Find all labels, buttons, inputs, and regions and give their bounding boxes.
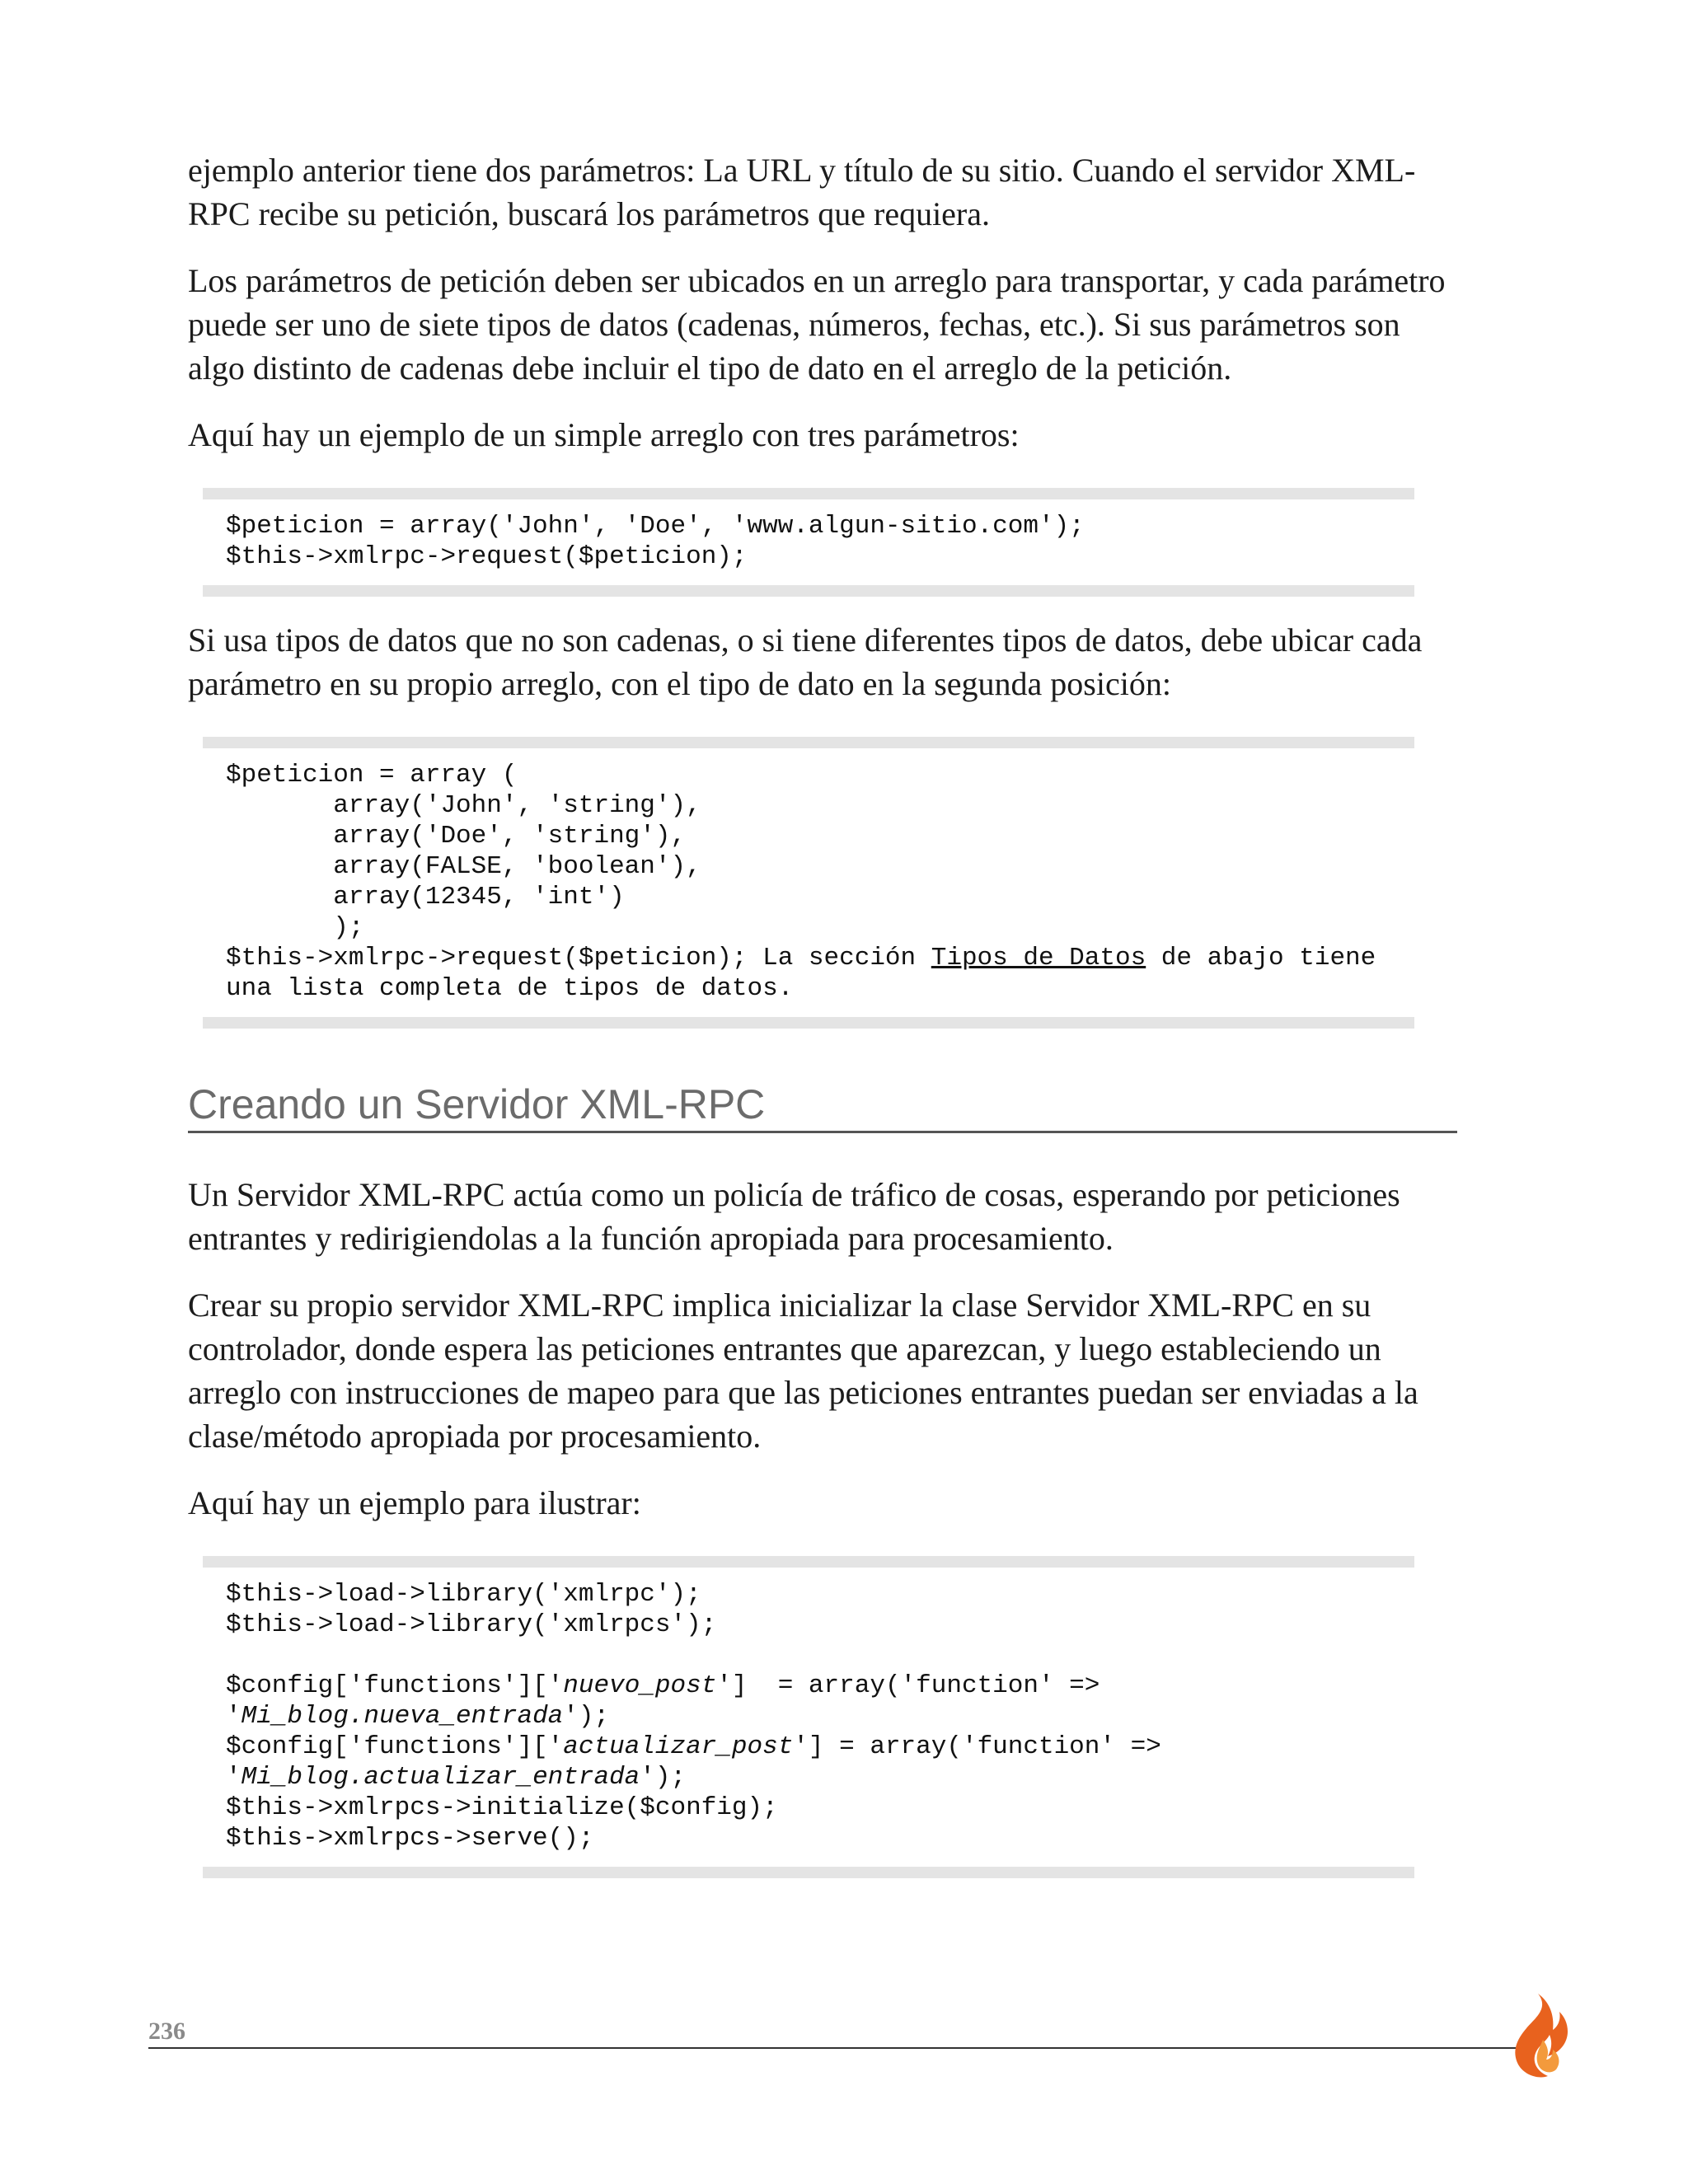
code-italic: actualizar_post xyxy=(563,1732,794,1761)
code-line xyxy=(226,1762,1414,1793)
code-text: $this->xmlrpc->request($peticion); La sección xyxy=(226,944,931,972)
page-footer xyxy=(148,2018,1517,2050)
code-block-typed-request xyxy=(203,737,1414,1029)
code-line: $this->xmlrpcs->initialize($config); xyxy=(226,1793,778,1822)
code-text: de abajo tiene xyxy=(1146,944,1376,972)
code-line xyxy=(226,943,1414,973)
paragraph-typed-params: Si usa tipos de datos que no son cadenas, o si tiene diferentes tipos de datos, debe ubicar cada parámetro en su propio arreglo, con el tipo de dato en la segunda posición: xyxy=(188,621,1423,702)
code-text: '] = array('function' => xyxy=(793,1732,1161,1761)
code-italic: Mi_blog.actualizar_entrada xyxy=(241,1763,640,1792)
code-line: array('Doe', 'string'), xyxy=(226,822,687,851)
code-text: $config['functions'][' xyxy=(226,1732,564,1761)
code-line: una lista completa de tipos de datos. xyxy=(226,974,794,1003)
footer-rule xyxy=(148,2047,1517,2049)
paragraph-example-server: Aquí hay un ejemplo para ilustrar: xyxy=(188,1484,641,1521)
code-block-server-config xyxy=(203,1556,1414,1878)
code-line: ); xyxy=(226,913,364,942)
code-line: $this->load->library('xmlrpcs'); xyxy=(226,1610,717,1639)
code-block-simple-request xyxy=(203,488,1414,597)
section-heading: Creando un Servidor XML-RPC xyxy=(188,1080,1457,1133)
paragraph-server-setup: Crear su propio servidor XML-RPC implica inicializar la clase Servidor XML-RPC en su controlador, donde espera las peticiones entrantes que aparezcan, y luego estableciendo un arreglo con instrucciones de mapeo para que las peticiones entrantes puedan ser enviadas a la clase/método apropiada por procesamiento. xyxy=(188,1286,1418,1455)
code-text: '); xyxy=(563,1702,610,1731)
code-line: $peticion = array('John', 'Doe', 'www.algun-sitio.com'); xyxy=(226,512,1085,541)
paragraph-params-intro: ejemplo anterior tiene dos parámetros: La URL y título de su sitio. Cuando el servidor XML-RPC recibe su petición, buscará los parámetros que requiera. xyxy=(188,152,1416,232)
code-text: '); xyxy=(640,1763,687,1792)
page-content xyxy=(188,148,1457,1900)
paragraph-server-intro: Un Servidor XML-RPC actúa como un policía de tráfico de cosas, esperando por peticiones entrantes y redirigiendolas a la función apropiada para procesamiento. xyxy=(188,1176,1400,1257)
code-line: array('John', 'string'), xyxy=(226,791,701,820)
codeigniter-flame-icon xyxy=(1502,1990,1581,2081)
code-text: ' xyxy=(226,1763,241,1792)
code-line xyxy=(226,1701,1414,1732)
code-line xyxy=(226,1732,1414,1762)
code-text: '] = array('function' => xyxy=(716,1671,1100,1700)
paragraph-example-simple: Aquí hay un ejemplo de un simple arreglo con tres parámetros: xyxy=(188,416,1020,453)
code-line-blank xyxy=(226,1640,1414,1671)
code-line: $this->xmlrpc->request($peticion); xyxy=(226,542,748,571)
data-types-link[interactable]: Tipos de Datos xyxy=(931,944,1146,972)
code-line: $peticion = array ( xyxy=(226,761,518,790)
code-line xyxy=(226,1671,1414,1701)
code-italic: Mi_blog.nueva_entrada xyxy=(241,1702,564,1731)
code-line: array(12345, 'int') xyxy=(226,883,625,912)
code-text: ' xyxy=(226,1702,241,1731)
code-line: array(FALSE, 'boolean'), xyxy=(226,852,701,881)
code-line: $this->load->library('xmlrpc'); xyxy=(226,1580,701,1609)
code-italic: nuevo_post xyxy=(563,1671,717,1700)
page-number: 236 xyxy=(148,2018,185,2045)
code-text: $config['functions'][' xyxy=(226,1671,564,1700)
paragraph-params-array: Los parámetros de petición deben ser ubicados en un arreglo para transportar, y cada parámetro puede ser uno de siete tipos de datos (cadenas, números, fechas, etc.). Si sus parámetros son algo distinto de cadenas debe incluir el tipo de dato en el arreglo de la petición. xyxy=(188,262,1446,387)
code-line: $this->xmlrpcs->serve(); xyxy=(226,1824,594,1853)
